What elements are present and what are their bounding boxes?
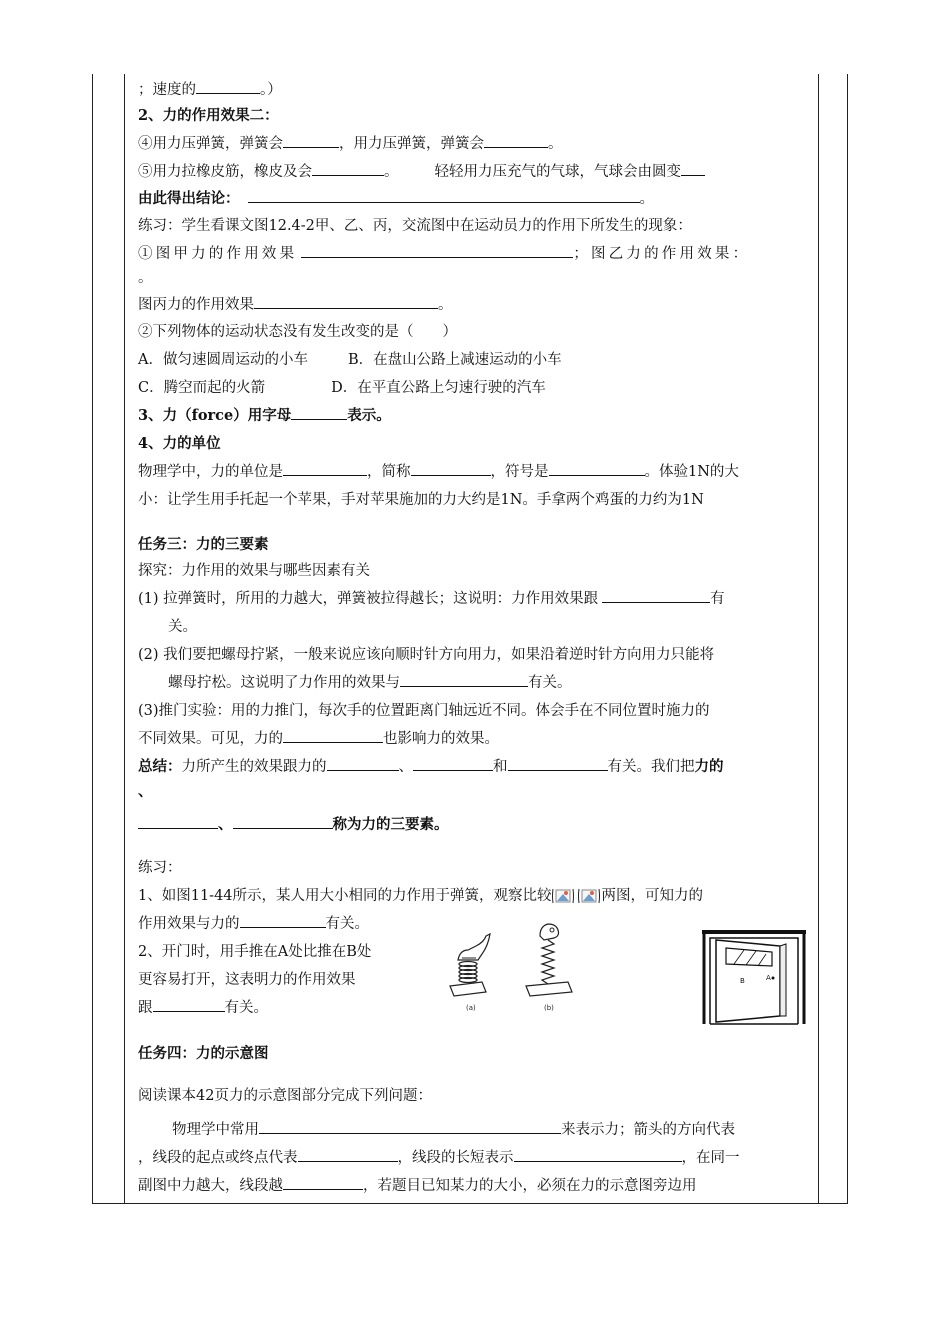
heading-force-unit: 4、力的单位 [138, 435, 221, 452]
door-figure-drawing [700, 920, 812, 1026]
line-diagram-3: 副图中力越大，线段越 ，若题目已知某力的大小，必须在力的示意图旁边用 [138, 1178, 697, 1194]
line-unit: 物理学中，力的单位是 ，简称 ，符号是 。体验1N的大 [138, 464, 739, 480]
line-practice-1: 1、如图11-44所示，某人用大小相同的力作用于弹簧，观察比较 两图，可知力的 [138, 888, 704, 904]
question-motion: ②下列物体的运动状态没有发生改变的是（ ） [138, 324, 457, 340]
line-read: 阅读课本42页力的示意图部分完成下列问题： [138, 1088, 432, 1104]
line-practice-1b: 作用效果与力的 有关。 [138, 916, 369, 932]
line-exercise-fig-c: 图丙力的作用效果 。 [138, 297, 453, 313]
line-item-2b: 螺母拧松。这说明了力作用的效果与 有关。 [168, 675, 572, 691]
option-a[interactable]: A．做匀速圆周运动的小车 [138, 352, 308, 368]
blank[interactable] [259, 1120, 561, 1134]
line-exercise-dot: 。 [138, 270, 153, 286]
blank[interactable] [312, 162, 384, 176]
options-ab [138, 350, 562, 370]
line-unit-2: 小：让学生用手托起一个苹果，手对苹果施加的力大约是1N。手拿两个鸡蛋的力约为1N [138, 492, 704, 508]
heading-task-four: 任务四：力的示意图 [138, 1045, 269, 1062]
line-practice-2c: 跟 有关。 [138, 1000, 268, 1016]
line-summary-dot: 、 [138, 783, 153, 800]
line-item-3b: 不同效果。可见，力的 也影响力的效果。 [138, 731, 499, 747]
blank[interactable] [196, 80, 260, 94]
option-b[interactable]: B．在盘山公路上减速运动的小车 [347, 352, 562, 368]
table-divider-right [818, 74, 819, 1204]
placeholder-image-icons [552, 886, 602, 906]
blank[interactable] [298, 1148, 398, 1162]
fig-label-door-b: B [740, 977, 745, 985]
line-explore: 探究：力作用的效果与哪些因素有关 [138, 563, 370, 579]
blank[interactable] [411, 462, 491, 476]
blank[interactable] [301, 244, 573, 258]
line-summary-2: 、 称为力的三要素。 [138, 815, 449, 835]
heading-task-three: 任务三：力的三要素 [138, 536, 269, 553]
line-rubber-band: ⑤用力拉橡皮筋，橡皮及会 。 轻轻用力压充气的气球，气球会由圆变 [138, 162, 705, 182]
line-item-1: (1) 拉弹簧时，所用的力越大，弹簧被拉得越长；这说明：力作用效果跟 有 [138, 591, 725, 607]
blank[interactable] [484, 134, 548, 148]
blank[interactable] [283, 134, 339, 148]
option-d[interactable]: D．在平直公路上匀速行驶的汽车 [331, 380, 546, 396]
blank[interactable] [549, 462, 645, 476]
blank[interactable] [283, 462, 367, 476]
blank[interactable] [138, 815, 218, 829]
spring-figure-drawing [444, 922, 584, 1014]
fig-label-b: (b) [544, 1004, 554, 1012]
line-exercise-fig: ①图甲力的作用效果 ；图乙力的作用效果： [138, 246, 751, 262]
spring-figure [444, 922, 584, 1014]
line-speed: ；速度的 。） [138, 82, 282, 98]
blank[interactable] [413, 757, 493, 771]
door-figure [700, 920, 812, 1026]
table-divider-left [124, 74, 125, 1204]
fig-label-a: (a) [466, 1004, 476, 1012]
blank[interactable] [508, 757, 608, 771]
blank[interactable] [514, 1148, 682, 1162]
blank[interactable] [327, 757, 399, 771]
line-summary: 总结：力所产生的效果跟力的 、 和 有关。我们把力的 [138, 758, 724, 775]
fig-label-door-a: A [766, 974, 771, 982]
heading-practice: 练习： [138, 860, 182, 876]
heading-force-letter: 3、力（force）用字母 表示。 [138, 407, 391, 424]
blank[interactable] [153, 998, 225, 1012]
blank[interactable] [233, 815, 333, 829]
heading-effect-two: 2、力的作用效果二： [138, 107, 279, 124]
blank[interactable] [291, 406, 347, 420]
line-practice-2: 2、开门时，用手推在A处比推在B处 [138, 944, 372, 960]
blank[interactable] [283, 1176, 363, 1190]
line-item-1b: 关。 [168, 619, 197, 635]
line-item-2: (2) 我们要把螺母拧紧，一般来说应该向顺时针方向用力，如果沿着逆时针方向用力只能将 [138, 647, 715, 663]
blank[interactable] [254, 295, 438, 309]
option-c[interactable]: C．腾空而起的火箭 [138, 380, 266, 396]
line-conclusion: 由此得出结论： 。 [138, 190, 654, 207]
blank[interactable] [681, 162, 705, 176]
line-practice-2b: 更容易打开，这表明力的作用效果 [138, 972, 356, 988]
line-item-3: (3)推门实验：用的力推门，每次手的位置距离门轴远近不同。体会手在不同位置时施力的 [138, 703, 710, 719]
line-diagram-2: ，线段的起点或终点代表 ，线段的长短表示 ，在同一 [138, 1150, 740, 1166]
blank[interactable] [602, 589, 710, 603]
blank[interactable] [248, 189, 640, 203]
options-cd [138, 378, 546, 398]
line-exercise-intro: 练习：学生看课文图12.4-2甲、乙、丙，交流图中在运动员力的作用下所发生的现象： [138, 218, 692, 234]
line-diagram-1: 物理学中常用 来表示力；箭头的方向代表 [172, 1122, 735, 1138]
blank[interactable] [400, 673, 528, 687]
blank[interactable] [283, 729, 383, 743]
blank[interactable] [240, 914, 326, 928]
line-spring-press: ④用力压弹簧，弹簧会 ，用力压弹簧，弹簧会 。 [138, 136, 563, 152]
